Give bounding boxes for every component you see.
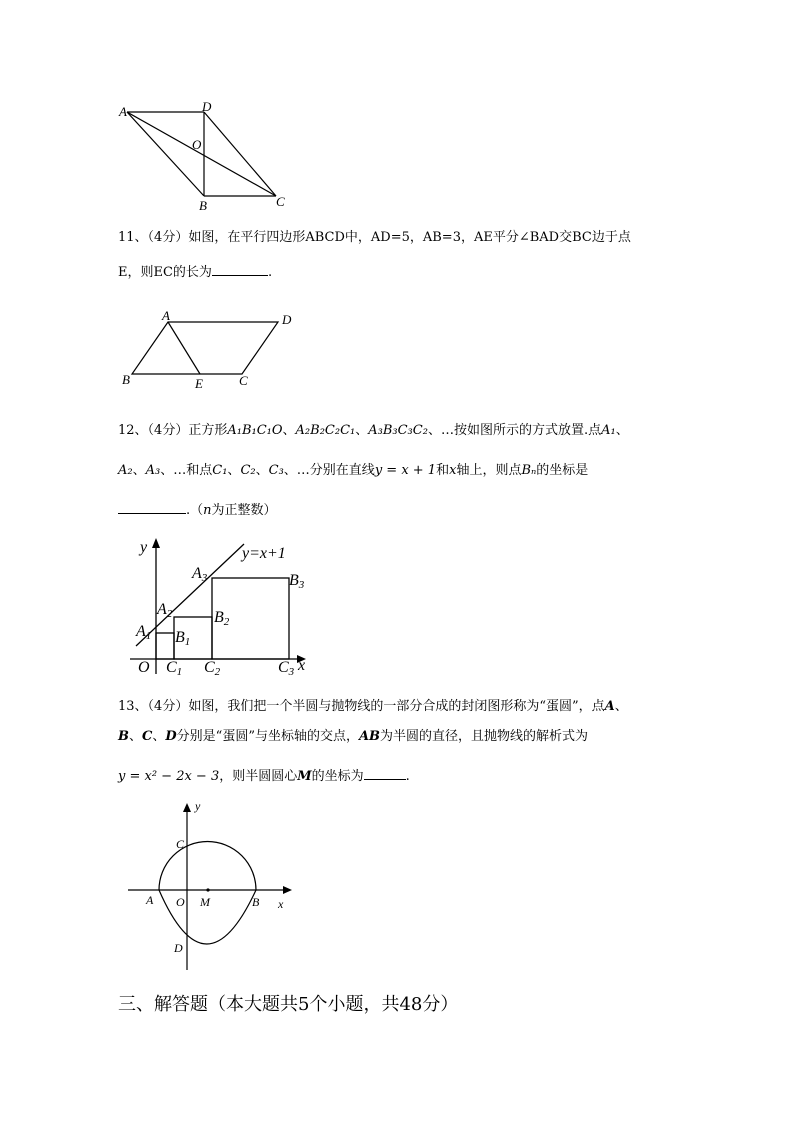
label-d: D xyxy=(174,941,183,955)
section-heading: 三、解答题（本大题共5个小题，共48分） xyxy=(118,994,459,1015)
label-a: A xyxy=(162,308,170,323)
answer-blank[interactable] xyxy=(364,766,406,780)
label-y: y xyxy=(140,539,148,556)
math-ab: AB xyxy=(358,729,381,744)
math-parabola-equation: y = x² − 2x − 3 xyxy=(118,769,220,784)
label-line: y=x+1 xyxy=(242,545,286,562)
label-b3: B3 xyxy=(289,572,305,591)
math-n: n xyxy=(203,503,212,518)
separator: 、 xyxy=(615,423,629,438)
separator: 、 xyxy=(152,729,166,744)
label-a: A xyxy=(119,104,127,119)
separator: 、 xyxy=(129,729,143,744)
period: . xyxy=(267,265,273,280)
separator: 、 xyxy=(255,463,269,478)
label-b: B xyxy=(252,895,260,909)
question-text: 、…按如图所示的方式放置.点 xyxy=(427,423,602,438)
label-c: C xyxy=(176,837,185,851)
math-c: C xyxy=(142,729,153,744)
label-b2: B2 xyxy=(214,609,230,628)
figure-q12 xyxy=(126,534,316,676)
question-score: （4分） xyxy=(147,423,189,438)
question-12-line2 xyxy=(118,464,588,477)
math-a2: A₂ xyxy=(118,463,133,478)
question-text: 和 xyxy=(436,463,450,478)
question-score: （4分） xyxy=(147,699,189,714)
math-x: x xyxy=(449,463,457,478)
separator: 、 xyxy=(614,699,628,714)
answer-blank[interactable] xyxy=(118,500,186,514)
answer-blank[interactable] xyxy=(212,262,268,276)
label-y: y xyxy=(195,799,201,813)
math-square-2: A₂B₂C₂C₁ xyxy=(295,423,356,438)
label-o: O xyxy=(138,659,150,676)
question-text: 如图，我们把一个半圆与抛物线的一部分合成的封闭图形称为“蛋圆”，点 xyxy=(188,699,605,714)
math-a3: A₃ xyxy=(145,463,161,478)
question-text: .（ xyxy=(186,503,204,518)
label-b: B xyxy=(199,198,207,213)
label-a3: A3 xyxy=(192,565,208,584)
figure-q13 xyxy=(124,798,299,973)
question-text: 为正整数） xyxy=(211,503,277,518)
question-text: 、…分别在直线 xyxy=(283,463,375,478)
question-number: 12、 xyxy=(118,423,148,438)
label-c3: C3 xyxy=(278,659,295,676)
question-score: （4分） xyxy=(147,230,189,245)
label-c1: C1 xyxy=(166,659,183,676)
label-o: O xyxy=(192,137,202,152)
math-c3: C₃ xyxy=(268,463,284,478)
question-13-line3 xyxy=(118,766,410,783)
question-11-line1 xyxy=(118,231,631,244)
question-13-line2 xyxy=(118,730,588,743)
figure-q11 xyxy=(118,308,298,393)
question-12-line3 xyxy=(118,500,277,517)
math-c1: C₁ xyxy=(212,463,228,478)
label-d: D xyxy=(202,99,212,114)
label-b1: B1 xyxy=(175,629,191,648)
math-bn: Bₙ xyxy=(521,463,537,478)
question-text: 分别是“蛋圆”与坐标轴的交点， xyxy=(176,729,359,744)
question-text: 正方形 xyxy=(188,423,228,438)
question-text: 轴上，则点 xyxy=(456,463,522,478)
question-number: 11、 xyxy=(118,230,148,245)
label-x: x xyxy=(298,657,306,674)
question-11-line2 xyxy=(118,262,272,279)
label-c: C xyxy=(276,194,285,209)
label-o: O xyxy=(176,895,185,909)
separator: 、 xyxy=(227,463,241,478)
label-a1: A1 xyxy=(136,623,152,642)
label-m: M xyxy=(200,895,210,909)
separator: 、 xyxy=(132,463,146,478)
math-a: A xyxy=(604,699,615,714)
separator: 、 xyxy=(355,423,369,438)
math-line-equation: y = x + 1 xyxy=(374,463,437,478)
question-text: 的坐标为 xyxy=(311,769,364,784)
figure-q10 xyxy=(110,98,300,216)
question-number: 13、 xyxy=(118,699,148,714)
label-a2: A2 xyxy=(157,601,173,620)
math-c2: C₂ xyxy=(240,463,256,478)
question-13-line1 xyxy=(118,700,628,713)
math-m: M xyxy=(297,769,312,784)
center-point-m xyxy=(206,888,209,891)
question-text: 的坐标是 xyxy=(536,463,589,478)
question-12-line1 xyxy=(118,424,629,437)
label-d: D xyxy=(282,312,292,327)
label-c2: C2 xyxy=(204,659,221,676)
math-a1: A₁ xyxy=(601,423,616,438)
question-text: ，则半圆圆心 xyxy=(219,769,298,784)
label-c: C xyxy=(239,373,248,388)
math-b: B xyxy=(118,729,129,744)
math-square-3: A₃B₃C₃C₂ xyxy=(368,423,428,438)
label-a: A xyxy=(146,893,154,907)
question-text: E，则EC的长为 xyxy=(118,265,212,280)
period: . xyxy=(405,769,410,784)
math-d: D xyxy=(165,729,177,744)
question-text: 为半圆的直径，且抛物线的解析式为 xyxy=(380,729,589,744)
separator: 、 xyxy=(282,423,296,438)
question-text: 如图，在平行四边形ABCD中，AD=5，AB=3，AE平分∠BAD交BC边于点 xyxy=(188,230,631,245)
math-square-1: A₁B₁C₁O xyxy=(227,423,283,438)
question-text: 、…和点 xyxy=(160,463,213,478)
label-b: B xyxy=(122,372,130,387)
label-e: E xyxy=(195,376,203,391)
label-x: x xyxy=(278,897,284,911)
